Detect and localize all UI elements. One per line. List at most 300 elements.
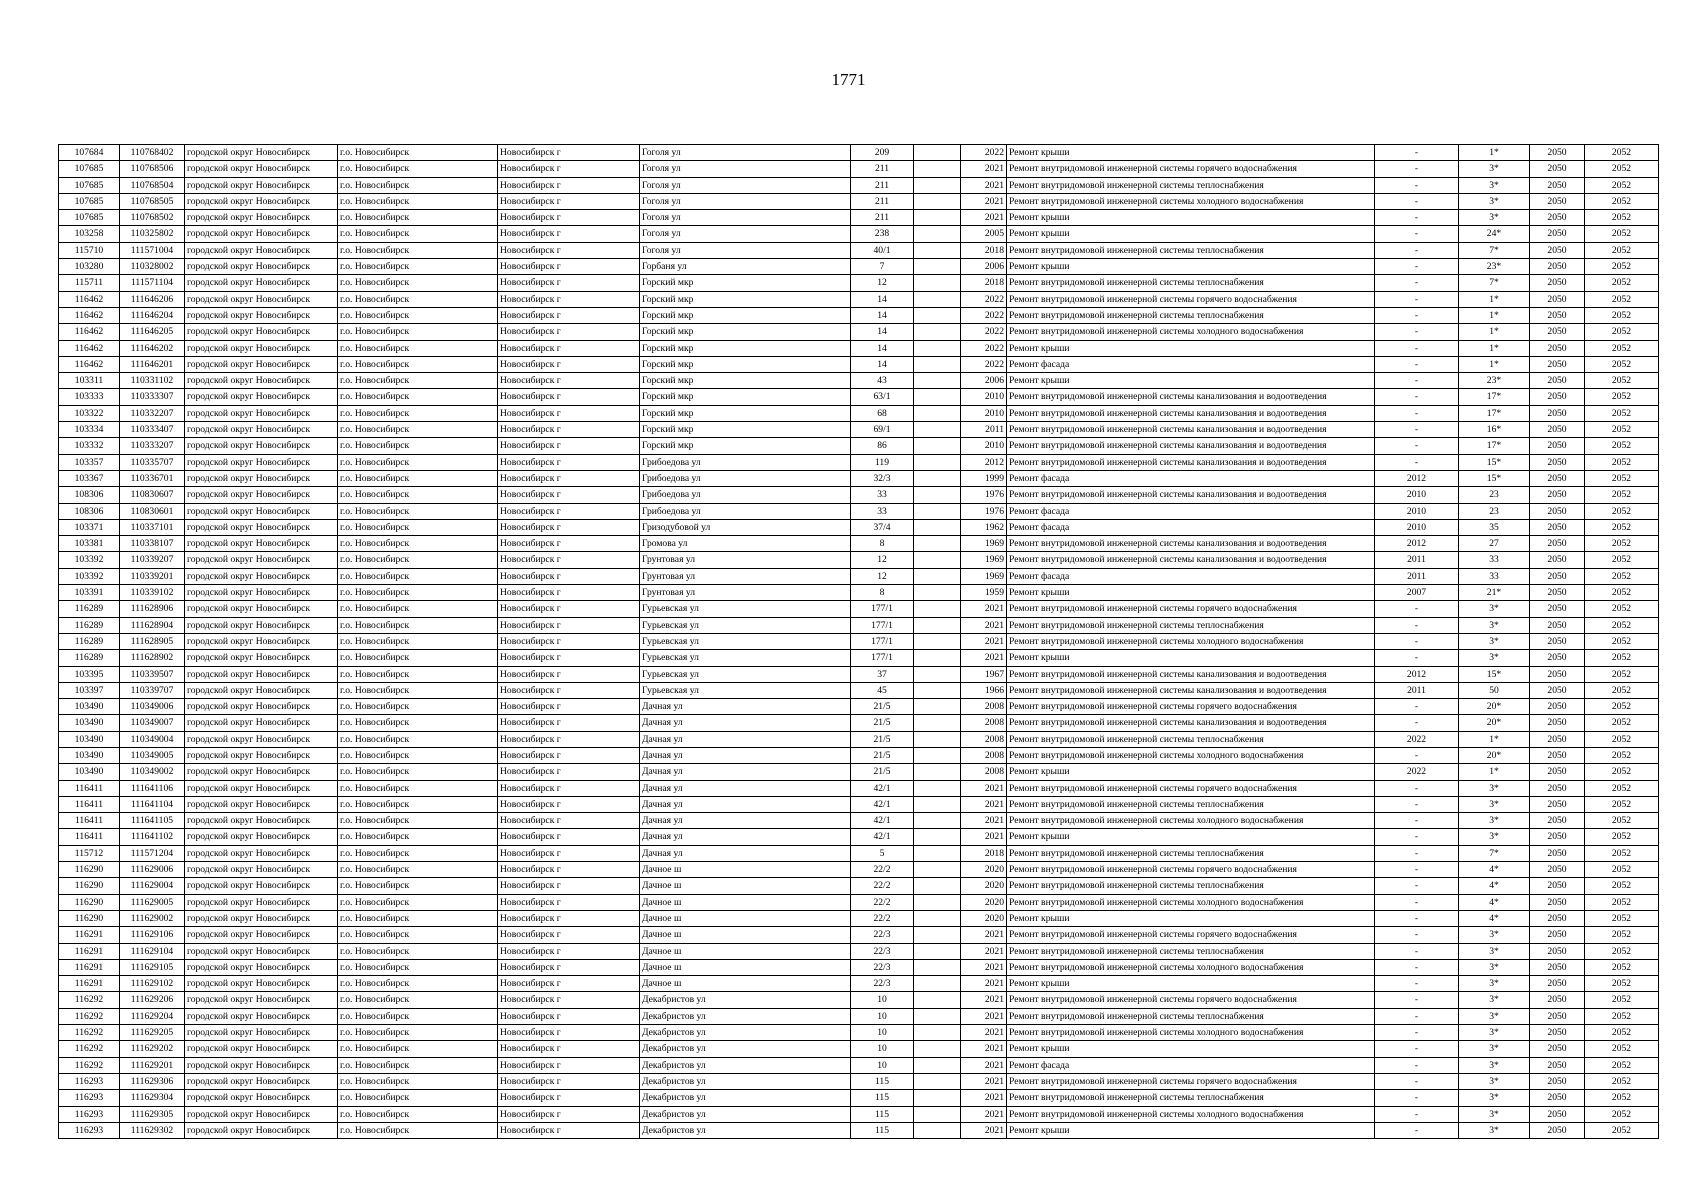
code-cell: 110339102 bbox=[120, 585, 185, 601]
settlement-cell: Новосибирск г bbox=[498, 1090, 640, 1106]
code-cell: 110336701 bbox=[120, 470, 185, 486]
wear-value-cell: 3* bbox=[1459, 1073, 1530, 1089]
record-id-cell: 115712 bbox=[59, 845, 120, 861]
street-cell: Гурьевская ул bbox=[640, 682, 851, 698]
municipality-cell: городской округ Новосибирск bbox=[185, 959, 338, 975]
municipality-cell: городской округ Новосибирск bbox=[185, 650, 338, 666]
house-number-cell: 40/1 bbox=[851, 242, 914, 258]
work-type-cell: Ремонт внутридомовой инженерной системы теплоснабжения bbox=[1007, 177, 1375, 193]
municipality-cell: городской округ Новосибирск bbox=[185, 813, 338, 829]
building-cell bbox=[914, 862, 961, 878]
code-cell: 111629002 bbox=[120, 910, 185, 926]
building-cell bbox=[914, 259, 961, 275]
plan-end-year-cell: 2052 bbox=[1585, 650, 1659, 666]
plan-end-year-cell: 2052 bbox=[1585, 356, 1659, 372]
street-cell: Горский мкр bbox=[640, 356, 851, 372]
street-cell: Декабристов ул bbox=[640, 1057, 851, 1073]
settlement-cell: Новосибирск г bbox=[498, 943, 640, 959]
year-built-cell: 2021 bbox=[961, 927, 1007, 943]
building-cell bbox=[914, 177, 961, 193]
urban-district-cell: г.о. Новосибирск bbox=[338, 259, 498, 275]
building-cell bbox=[914, 373, 961, 389]
street-cell: Гурьевская ул bbox=[640, 633, 851, 649]
building-cell bbox=[914, 715, 961, 731]
table-row bbox=[59, 829, 1659, 845]
work-type-cell: Ремонт крыши bbox=[1007, 259, 1375, 275]
last-repair-year-cell: - bbox=[1375, 959, 1459, 975]
house-number-cell: 12 bbox=[851, 552, 914, 568]
code-cell: 110333207 bbox=[120, 438, 185, 454]
work-type-cell: Ремонт внутридомовой инженерной системы холодного водоснабжения bbox=[1007, 324, 1375, 340]
street-cell: Горский мкр bbox=[640, 291, 851, 307]
last-repair-year-cell: - bbox=[1375, 976, 1459, 992]
year-built-cell: 2022 bbox=[961, 145, 1007, 161]
urban-district-cell: г.о. Новосибирск bbox=[338, 927, 498, 943]
house-number-cell: 32/3 bbox=[851, 470, 914, 486]
year-built-cell: 2021 bbox=[961, 1008, 1007, 1024]
urban-district-cell: г.о. Новосибирск bbox=[338, 878, 498, 894]
record-id-cell: 116292 bbox=[59, 1057, 120, 1073]
table-row bbox=[59, 747, 1659, 763]
table-row bbox=[59, 796, 1659, 812]
last-repair-year-cell: - bbox=[1375, 943, 1459, 959]
wear-value-cell: 1* bbox=[1459, 307, 1530, 323]
street-cell: Дачное ш bbox=[640, 976, 851, 992]
house-number-cell: 42/1 bbox=[851, 780, 914, 796]
street-cell: Дачное ш bbox=[640, 862, 851, 878]
wear-value-cell: 3* bbox=[1459, 1041, 1530, 1057]
municipality-cell: городской округ Новосибирск bbox=[185, 845, 338, 861]
urban-district-cell: г.о. Новосибирск bbox=[338, 910, 498, 926]
settlement-cell: Новосибирск г bbox=[498, 1057, 640, 1073]
plan-end-year-cell: 2052 bbox=[1585, 682, 1659, 698]
year-built-cell: 2011 bbox=[961, 422, 1007, 438]
last-repair-year-cell: 2012 bbox=[1375, 470, 1459, 486]
work-type-cell: Ремонт крыши bbox=[1007, 373, 1375, 389]
municipality-cell: городской округ Новосибирск bbox=[185, 796, 338, 812]
plan-start-year-cell: 2050 bbox=[1530, 585, 1585, 601]
year-built-cell: 2022 bbox=[961, 340, 1007, 356]
year-built-cell: 2021 bbox=[961, 1122, 1007, 1138]
municipality-cell: городской округ Новосибирск bbox=[185, 617, 338, 633]
record-id-cell: 103280 bbox=[59, 259, 120, 275]
municipality-cell: городской округ Новосибирск bbox=[185, 210, 338, 226]
settlement-cell: Новосибирск г bbox=[498, 780, 640, 796]
house-number-cell: 21/5 bbox=[851, 731, 914, 747]
wear-value-cell: 3* bbox=[1459, 210, 1530, 226]
plan-end-year-cell: 2052 bbox=[1585, 373, 1659, 389]
code-cell: 111646201 bbox=[120, 356, 185, 372]
street-cell: Декабристов ул bbox=[640, 1090, 851, 1106]
settlement-cell: Новосибирск г bbox=[498, 992, 640, 1008]
plan-start-year-cell: 2050 bbox=[1530, 454, 1585, 470]
plan-end-year-cell: 2052 bbox=[1585, 845, 1659, 861]
record-id-cell: 103490 bbox=[59, 764, 120, 780]
settlement-cell: Новосибирск г bbox=[498, 145, 640, 161]
settlement-cell: Новосибирск г bbox=[498, 307, 640, 323]
code-cell: 110328002 bbox=[120, 259, 185, 275]
municipality-cell: городской округ Новосибирск bbox=[185, 193, 338, 209]
table-row bbox=[59, 275, 1659, 291]
house-number-cell: 5 bbox=[851, 845, 914, 861]
plan-end-year-cell: 2052 bbox=[1585, 1025, 1659, 1041]
plan-start-year-cell: 2050 bbox=[1530, 291, 1585, 307]
wear-value-cell: 17* bbox=[1459, 405, 1530, 421]
table-row bbox=[59, 1057, 1659, 1073]
record-id-cell: 103392 bbox=[59, 552, 120, 568]
work-type-cell: Ремонт крыши bbox=[1007, 1122, 1375, 1138]
municipality-cell: городской округ Новосибирск bbox=[185, 536, 338, 552]
settlement-cell: Новосибирск г bbox=[498, 715, 640, 731]
plan-start-year-cell: 2050 bbox=[1530, 226, 1585, 242]
street-cell: Горский мкр bbox=[640, 340, 851, 356]
settlement-cell: Новосибирск г bbox=[498, 813, 640, 829]
building-cell bbox=[914, 552, 961, 568]
urban-district-cell: г.о. Новосибирск bbox=[338, 503, 498, 519]
record-id-cell: 116291 bbox=[59, 943, 120, 959]
table-row bbox=[59, 356, 1659, 372]
code-cell: 111628905 bbox=[120, 633, 185, 649]
year-built-cell: 2021 bbox=[961, 813, 1007, 829]
house-number-cell: 22/3 bbox=[851, 943, 914, 959]
urban-district-cell: г.о. Новосибирск bbox=[338, 536, 498, 552]
plan-start-year-cell: 2050 bbox=[1530, 259, 1585, 275]
wear-value-cell: 3* bbox=[1459, 780, 1530, 796]
street-cell: Дачная ул bbox=[640, 731, 851, 747]
municipality-cell: городской округ Новосибирск bbox=[185, 454, 338, 470]
plan-end-year-cell: 2052 bbox=[1585, 862, 1659, 878]
street-cell: Гоголя ул bbox=[640, 145, 851, 161]
house-number-cell: 21/5 bbox=[851, 715, 914, 731]
settlement-cell: Новосибирск г bbox=[498, 764, 640, 780]
last-repair-year-cell: 2010 bbox=[1375, 503, 1459, 519]
wear-value-cell: 1* bbox=[1459, 340, 1530, 356]
house-number-cell: 22/3 bbox=[851, 927, 914, 943]
municipality-cell: городской округ Новосибирск bbox=[185, 666, 338, 682]
record-id-cell: 103391 bbox=[59, 585, 120, 601]
code-cell: 110768502 bbox=[120, 210, 185, 226]
plan-end-year-cell: 2052 bbox=[1585, 454, 1659, 470]
house-number-cell: 14 bbox=[851, 291, 914, 307]
table-row bbox=[59, 373, 1659, 389]
street-cell: Гоголя ул bbox=[640, 177, 851, 193]
building-cell bbox=[914, 959, 961, 975]
wear-value-cell: 15* bbox=[1459, 666, 1530, 682]
record-id-cell: 103490 bbox=[59, 731, 120, 747]
house-number-cell: 22/3 bbox=[851, 976, 914, 992]
last-repair-year-cell: - bbox=[1375, 1073, 1459, 1089]
urban-district-cell: г.о. Новосибирск bbox=[338, 145, 498, 161]
street-cell: Гоголя ул bbox=[640, 210, 851, 226]
record-id-cell: 103333 bbox=[59, 389, 120, 405]
last-repair-year-cell: - bbox=[1375, 259, 1459, 275]
year-built-cell: 2021 bbox=[961, 1106, 1007, 1122]
last-repair-year-cell: - bbox=[1375, 1106, 1459, 1122]
year-built-cell: 2008 bbox=[961, 715, 1007, 731]
plan-end-year-cell: 2052 bbox=[1585, 552, 1659, 568]
plan-end-year-cell: 2052 bbox=[1585, 519, 1659, 535]
plan-start-year-cell: 2050 bbox=[1530, 715, 1585, 731]
urban-district-cell: г.о. Новосибирск bbox=[338, 992, 498, 1008]
work-type-cell: Ремонт внутридомовой инженерной системы горячего водоснабжения bbox=[1007, 992, 1375, 1008]
street-cell: Гурьевская ул bbox=[640, 617, 851, 633]
municipality-cell: городской округ Новосибирск bbox=[185, 389, 338, 405]
wear-value-cell: 1* bbox=[1459, 324, 1530, 340]
street-cell: Гурьевская ул bbox=[640, 601, 851, 617]
last-repair-year-cell: - bbox=[1375, 438, 1459, 454]
table-row bbox=[59, 145, 1659, 161]
plan-start-year-cell: 2050 bbox=[1530, 193, 1585, 209]
municipality-cell: городской округ Новосибирск bbox=[185, 226, 338, 242]
record-id-cell: 116290 bbox=[59, 910, 120, 926]
building-cell bbox=[914, 1122, 961, 1138]
settlement-cell: Новосибирск г bbox=[498, 927, 640, 943]
plan-end-year-cell: 2052 bbox=[1585, 177, 1659, 193]
plan-end-year-cell: 2052 bbox=[1585, 503, 1659, 519]
plan-end-year-cell: 2052 bbox=[1585, 438, 1659, 454]
building-cell bbox=[914, 927, 961, 943]
last-repair-year-cell: 2011 bbox=[1375, 568, 1459, 584]
year-built-cell: 1976 bbox=[961, 503, 1007, 519]
street-cell: Грунтовая ул bbox=[640, 585, 851, 601]
building-cell bbox=[914, 161, 961, 177]
street-cell: Горский мкр bbox=[640, 389, 851, 405]
plan-end-year-cell: 2052 bbox=[1585, 487, 1659, 503]
street-cell: Горский мкр bbox=[640, 438, 851, 454]
plan-start-year-cell: 2050 bbox=[1530, 699, 1585, 715]
record-id-cell: 116292 bbox=[59, 1025, 120, 1041]
municipality-cell: городской округ Новосибирск bbox=[185, 422, 338, 438]
plan-end-year-cell: 2052 bbox=[1585, 829, 1659, 845]
plan-end-year-cell: 2052 bbox=[1585, 878, 1659, 894]
plan-start-year-cell: 2050 bbox=[1530, 177, 1585, 193]
house-number-cell: 86 bbox=[851, 438, 914, 454]
building-cell bbox=[914, 324, 961, 340]
building-cell bbox=[914, 1057, 961, 1073]
work-type-cell: Ремонт внутридомовой инженерной системы горячего водоснабжения bbox=[1007, 161, 1375, 177]
code-cell: 111646204 bbox=[120, 307, 185, 323]
record-id-cell: 107684 bbox=[59, 145, 120, 161]
house-number-cell: 177/1 bbox=[851, 633, 914, 649]
urban-district-cell: г.о. Новосибирск bbox=[338, 747, 498, 763]
settlement-cell: Новосибирск г bbox=[498, 454, 640, 470]
table-row bbox=[59, 862, 1659, 878]
house-number-cell: 10 bbox=[851, 1057, 914, 1073]
year-built-cell: 2021 bbox=[961, 177, 1007, 193]
table-row bbox=[59, 324, 1659, 340]
code-cell: 110339507 bbox=[120, 666, 185, 682]
plan-end-year-cell: 2052 bbox=[1585, 1057, 1659, 1073]
record-id-cell: 103490 bbox=[59, 699, 120, 715]
work-type-cell: Ремонт внутридомовой инженерной системы канализования и водоотведения bbox=[1007, 666, 1375, 682]
house-number-cell: 8 bbox=[851, 536, 914, 552]
plan-end-year-cell: 2052 bbox=[1585, 992, 1659, 1008]
record-id-cell: 116462 bbox=[59, 324, 120, 340]
year-built-cell: 2006 bbox=[961, 259, 1007, 275]
plan-end-year-cell: 2052 bbox=[1585, 226, 1659, 242]
last-repair-year-cell: - bbox=[1375, 193, 1459, 209]
house-number-cell: 21/5 bbox=[851, 747, 914, 763]
record-id-cell: 116291 bbox=[59, 976, 120, 992]
plan-end-year-cell: 2052 bbox=[1585, 894, 1659, 910]
municipality-cell: городской округ Новосибирск bbox=[185, 307, 338, 323]
table-row bbox=[59, 601, 1659, 617]
plan-end-year-cell: 2052 bbox=[1585, 910, 1659, 926]
table-row bbox=[59, 259, 1659, 275]
code-cell: 110337101 bbox=[120, 519, 185, 535]
year-built-cell: 2018 bbox=[961, 275, 1007, 291]
urban-district-cell: г.о. Новосибирск bbox=[338, 487, 498, 503]
work-type-cell: Ремонт внутридомовой инженерной системы горячего водоснабжения bbox=[1007, 291, 1375, 307]
last-repair-year-cell: - bbox=[1375, 389, 1459, 405]
last-repair-year-cell: - bbox=[1375, 161, 1459, 177]
table-row bbox=[59, 764, 1659, 780]
code-cell: 110333407 bbox=[120, 422, 185, 438]
building-cell bbox=[914, 291, 961, 307]
urban-district-cell: г.о. Новосибирск bbox=[338, 470, 498, 486]
municipality-cell: городской округ Новосибирск bbox=[185, 145, 338, 161]
plan-start-year-cell: 2050 bbox=[1530, 1008, 1585, 1024]
table-row bbox=[59, 568, 1659, 584]
wear-value-cell: 4* bbox=[1459, 878, 1530, 894]
last-repair-year-cell: - bbox=[1375, 307, 1459, 323]
urban-district-cell: г.о. Новосибирск bbox=[338, 422, 498, 438]
table-row bbox=[59, 910, 1659, 926]
street-cell: Дачное ш bbox=[640, 927, 851, 943]
work-type-cell: Ремонт внутридомовой инженерной системы холодного водоснабжения bbox=[1007, 813, 1375, 829]
building-cell bbox=[914, 601, 961, 617]
building-cell bbox=[914, 910, 961, 926]
building-cell bbox=[914, 976, 961, 992]
code-cell: 111641105 bbox=[120, 813, 185, 829]
table-row bbox=[59, 536, 1659, 552]
settlement-cell: Новосибирск г bbox=[498, 959, 640, 975]
work-type-cell: Ремонт крыши bbox=[1007, 976, 1375, 992]
plan-end-year-cell: 2052 bbox=[1585, 1073, 1659, 1089]
last-repair-year-cell: - bbox=[1375, 324, 1459, 340]
record-id-cell: 116411 bbox=[59, 796, 120, 812]
table-row bbox=[59, 715, 1659, 731]
plan-start-year-cell: 2050 bbox=[1530, 796, 1585, 812]
last-repair-year-cell: 2012 bbox=[1375, 666, 1459, 682]
table-row bbox=[59, 992, 1659, 1008]
plan-end-year-cell: 2052 bbox=[1585, 943, 1659, 959]
building-cell bbox=[914, 764, 961, 780]
building-cell bbox=[914, 242, 961, 258]
building-cell bbox=[914, 1008, 961, 1024]
building-cell bbox=[914, 992, 961, 1008]
year-built-cell: 1969 bbox=[961, 536, 1007, 552]
building-cell bbox=[914, 1041, 961, 1057]
record-id-cell: 103332 bbox=[59, 438, 120, 454]
street-cell: Гурьевская ул bbox=[640, 650, 851, 666]
urban-district-cell: г.о. Новосибирск bbox=[338, 275, 498, 291]
plan-end-year-cell: 2052 bbox=[1585, 715, 1659, 731]
work-type-cell: Ремонт внутридомовой инженерной системы канализования и водоотведения bbox=[1007, 536, 1375, 552]
plan-end-year-cell: 2052 bbox=[1585, 796, 1659, 812]
urban-district-cell: г.о. Новосибирск bbox=[338, 161, 498, 177]
work-type-cell: Ремонт внутридомовой инженерной системы канализования и водоотведения bbox=[1007, 389, 1375, 405]
record-id-cell: 103357 bbox=[59, 454, 120, 470]
work-type-cell: Ремонт фасада bbox=[1007, 356, 1375, 372]
plan-end-year-cell: 2052 bbox=[1585, 1041, 1659, 1057]
building-cell bbox=[914, 731, 961, 747]
street-cell: Дачное ш bbox=[640, 894, 851, 910]
record-id-cell: 107685 bbox=[59, 161, 120, 177]
settlement-cell: Новосибирск г bbox=[498, 503, 640, 519]
urban-district-cell: г.о. Новосибирск bbox=[338, 845, 498, 861]
street-cell: Дачная ул bbox=[640, 796, 851, 812]
house-number-cell: 68 bbox=[851, 405, 914, 421]
plan-start-year-cell: 2050 bbox=[1530, 519, 1585, 535]
house-number-cell: 115 bbox=[851, 1090, 914, 1106]
plan-start-year-cell: 2050 bbox=[1530, 666, 1585, 682]
street-cell: Грибоедова ул bbox=[640, 454, 851, 470]
settlement-cell: Новосибирск г bbox=[498, 356, 640, 372]
wear-value-cell: 33 bbox=[1459, 552, 1530, 568]
year-built-cell: 2022 bbox=[961, 307, 1007, 323]
settlement-cell: Новосибирск г bbox=[498, 601, 640, 617]
last-repair-year-cell: 2010 bbox=[1375, 487, 1459, 503]
work-type-cell: Ремонт внутридомовой инженерной системы холодного водоснабжения bbox=[1007, 959, 1375, 975]
municipality-cell: городской округ Новосибирск bbox=[185, 943, 338, 959]
record-id-cell: 116290 bbox=[59, 878, 120, 894]
record-id-cell: 116291 bbox=[59, 927, 120, 943]
settlement-cell: Новосибирск г bbox=[498, 731, 640, 747]
street-cell: Дачная ул bbox=[640, 845, 851, 861]
urban-district-cell: г.о. Новосибирск bbox=[338, 1106, 498, 1122]
record-id-cell: 103395 bbox=[59, 666, 120, 682]
house-number-cell: 12 bbox=[851, 568, 914, 584]
table-row bbox=[59, 845, 1659, 861]
plan-start-year-cell: 2050 bbox=[1530, 878, 1585, 894]
plan-start-year-cell: 2050 bbox=[1530, 959, 1585, 975]
settlement-cell: Новосибирск г bbox=[498, 796, 640, 812]
settlement-cell: Новосибирск г bbox=[498, 1041, 640, 1057]
house-number-cell: 14 bbox=[851, 307, 914, 323]
table-row bbox=[59, 943, 1659, 959]
urban-district-cell: г.о. Новосибирск bbox=[338, 1025, 498, 1041]
building-cell bbox=[914, 210, 961, 226]
plan-end-year-cell: 2052 bbox=[1585, 161, 1659, 177]
table-row bbox=[59, 1008, 1659, 1024]
wear-value-cell: 3* bbox=[1459, 633, 1530, 649]
last-repair-year-cell: - bbox=[1375, 829, 1459, 845]
house-number-cell: 115 bbox=[851, 1122, 914, 1138]
work-type-cell: Ремонт крыши bbox=[1007, 340, 1375, 356]
plan-start-year-cell: 2050 bbox=[1530, 422, 1585, 438]
code-cell: 110349004 bbox=[120, 731, 185, 747]
code-cell: 111628902 bbox=[120, 650, 185, 666]
year-built-cell: 1969 bbox=[961, 552, 1007, 568]
plan-end-year-cell: 2052 bbox=[1585, 976, 1659, 992]
urban-district-cell: г.о. Новосибирск bbox=[338, 389, 498, 405]
municipality-cell: городской округ Новосибирск bbox=[185, 438, 338, 454]
urban-district-cell: г.о. Новосибирск bbox=[338, 1057, 498, 1073]
code-cell: 111641102 bbox=[120, 829, 185, 845]
urban-district-cell: г.о. Новосибирск bbox=[338, 862, 498, 878]
code-cell: 110331102 bbox=[120, 373, 185, 389]
house-number-cell: 22/3 bbox=[851, 959, 914, 975]
table-row bbox=[59, 193, 1659, 209]
record-id-cell: 103371 bbox=[59, 519, 120, 535]
work-type-cell: Ремонт внутридомовой инженерной системы холодного водоснабжения bbox=[1007, 193, 1375, 209]
table-row bbox=[59, 307, 1659, 323]
table-row bbox=[59, 1122, 1659, 1138]
work-type-cell: Ремонт внутридомовой инженерной системы холодного водоснабжения bbox=[1007, 633, 1375, 649]
street-cell: Декабристов ул bbox=[640, 1122, 851, 1138]
last-repair-year-cell: - bbox=[1375, 226, 1459, 242]
